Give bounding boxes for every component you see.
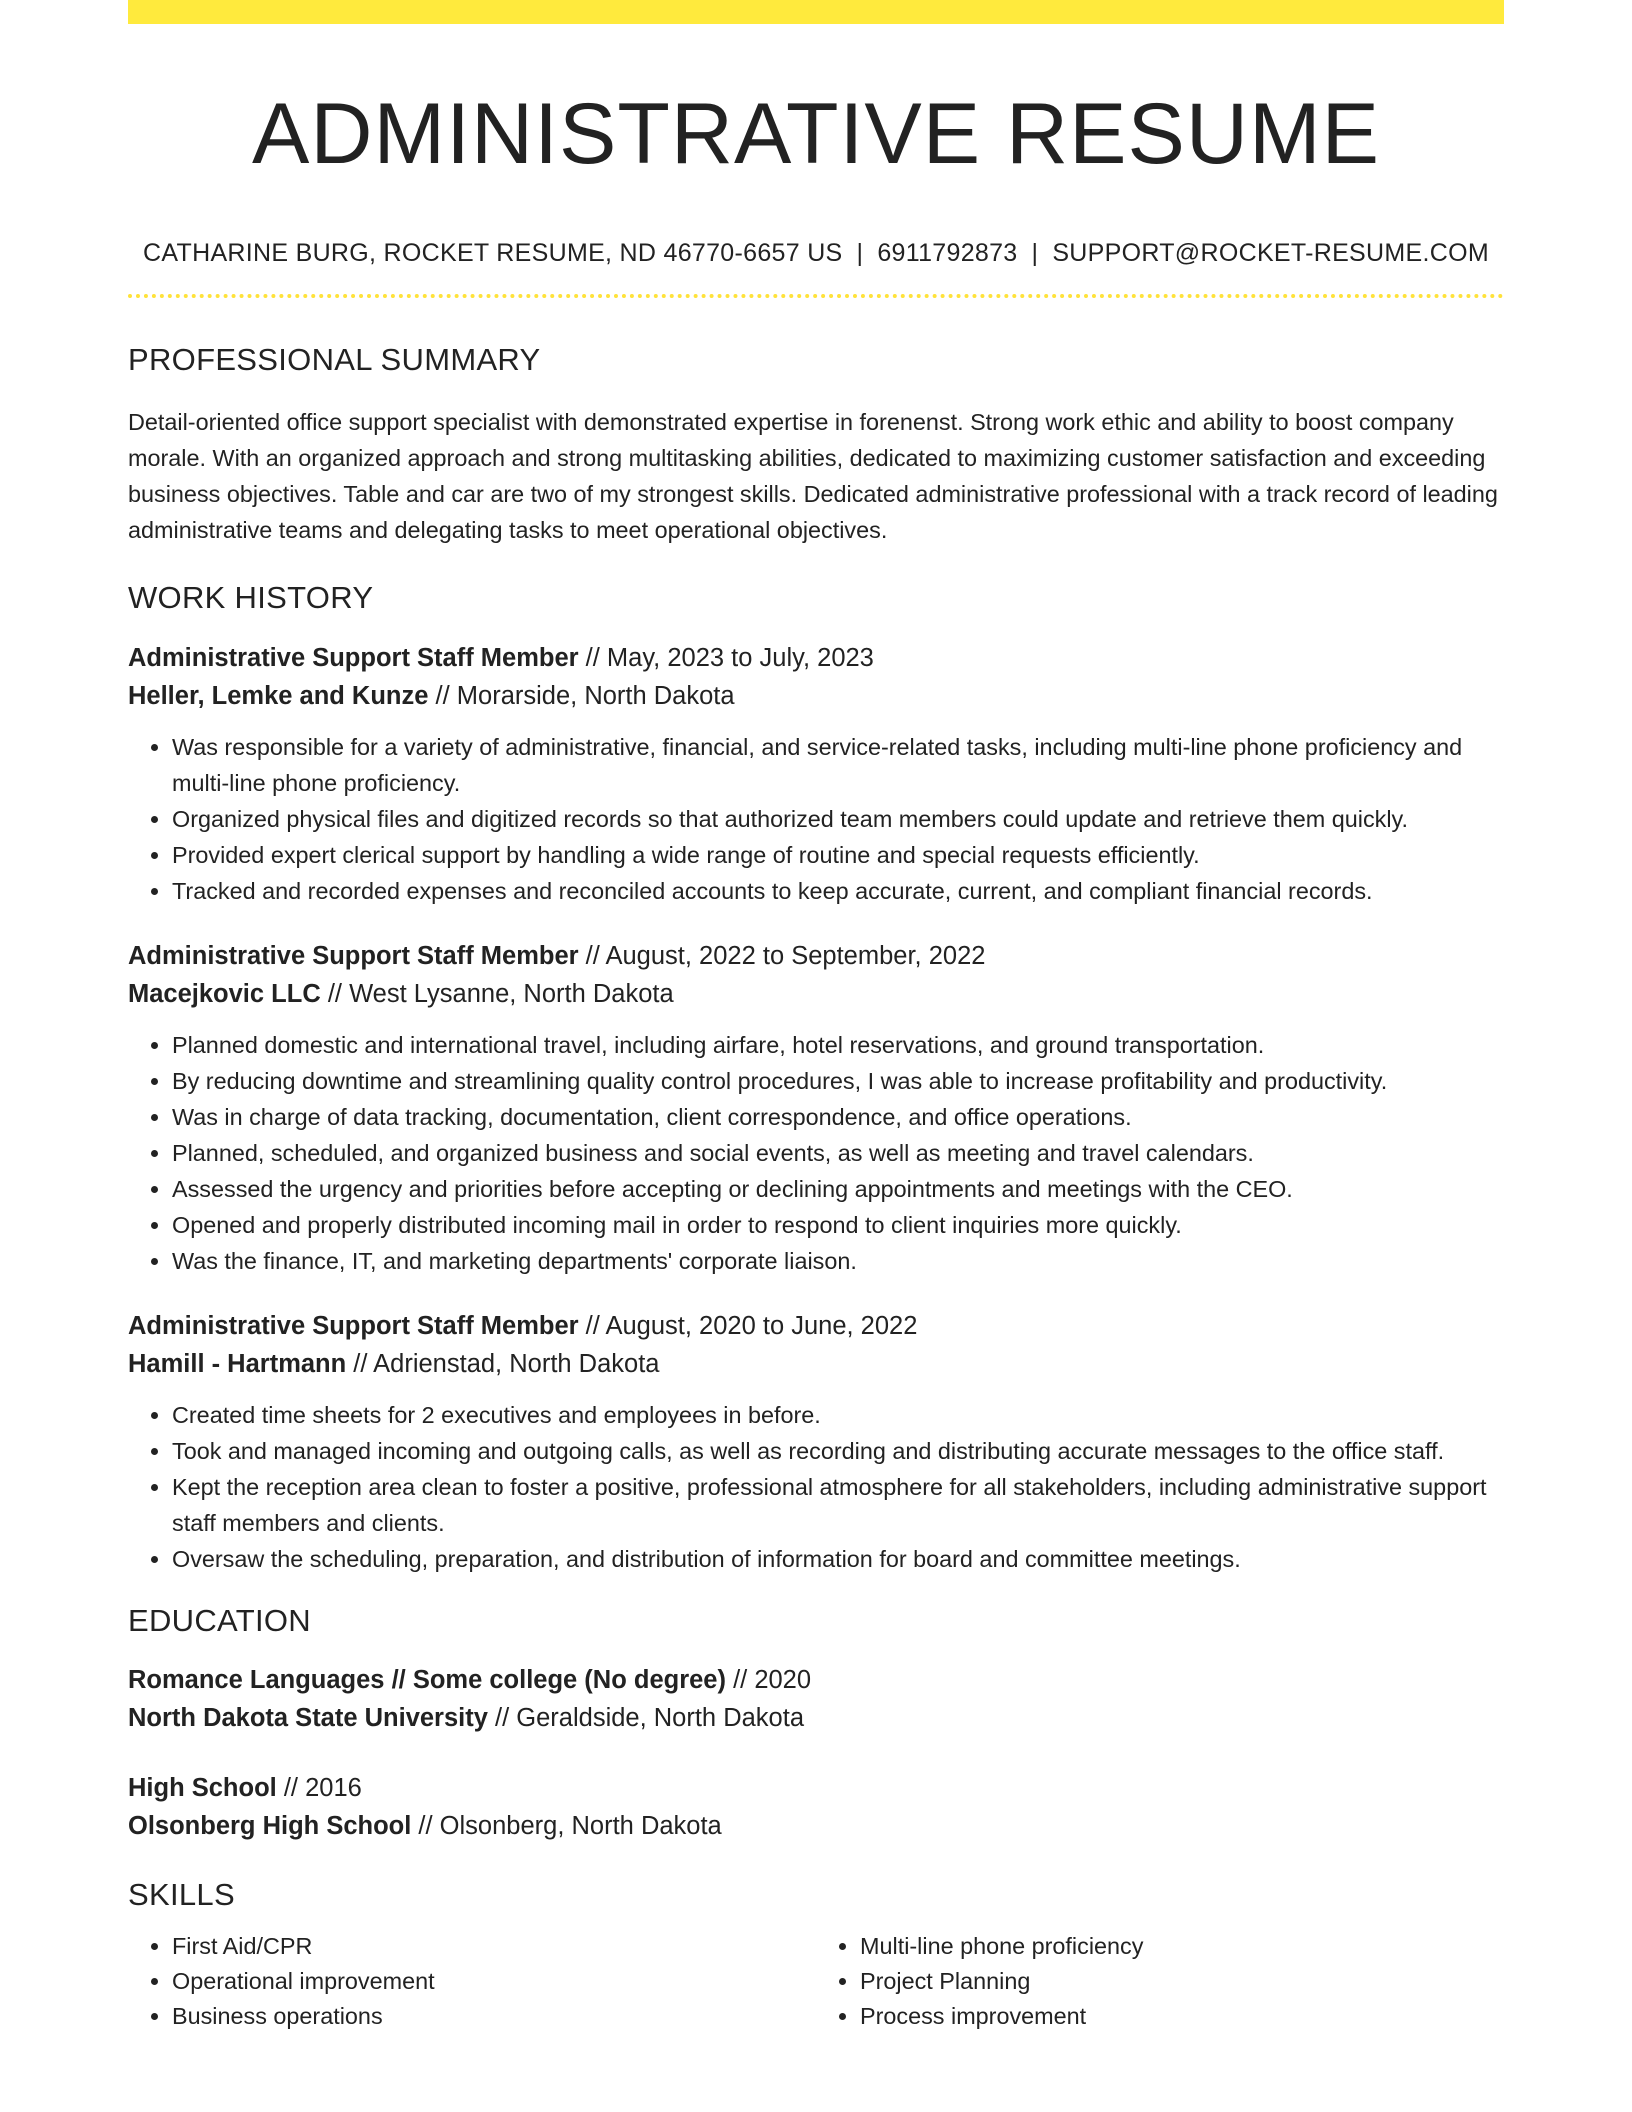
job-bullet: • Organized physical files and digitized records so that authorized team members could update and retrieve them quickly. [172,801,1504,837]
job-bullet: • Opened and properly distributed incoming mail in order to respond to client inquiries more quickly. [172,1207,1504,1243]
job-bullet: • Planned domestic and international travel, including airfare, hotel reservations, and ground transportation. [172,1027,1504,1063]
job-bullet: • By reducing downtime and streamlining quality control procedures, I was able to increase profitability and productivity. [172,1063,1504,1099]
skills-column-left [128,1929,816,2034]
summary-text: Detail-oriented office support specialist with demonstrated expertise in forenenst. Strong work ethic and ability to boost company morale. With an organized approach and strong multitasking abilities, dedicated to maximizing customer satisfaction and exceeding business objectives. Table and car are two of my strongest skills. Dedicated administrative professional with a track record of leading administrative teams and delegating tasks to meet operational objectives. [128,409,1498,543]
job-location: // West Lysanne, North Dakota [320,980,674,1008]
job-company: Macejkovic LLC [128,980,321,1008]
job-company: Heller, Lemke and Kunze [128,682,429,710]
education-year: // 2016 [276,1774,362,1802]
job-bullet: • Took and managed incoming and outgoing calls, as well as recording and distributing accurate messages to the office staff. [172,1433,1504,1469]
job-bullets [128,729,1504,909]
work-history-heading: WORK HISTORY [128,580,374,615]
job-location: // Morarside, North Dakota [428,682,735,710]
skills-column-right [816,1929,1504,2034]
job-bullet: • Was the finance, IT, and marketing departments' corporate liaison. [172,1243,1504,1279]
job-title-line [128,1307,1504,1345]
contact-phone: 6911792873 [877,239,1018,267]
education-school: Olsonberg High School [128,1812,412,1840]
education-school-line [128,1807,1504,1845]
page-title: ADMINISTRATIVE RESUME [252,86,1380,182]
job-title: Administrative Support Staff Member [128,644,579,672]
job-bullet: • Was responsible for a variety of administrative, financial, and service-related tasks, including multi-line phone proficiency and multi-line phone proficiency. [172,729,1504,801]
education-school: North Dakota State University [128,1704,488,1732]
job-bullet: • Planned, scheduled, and organized business and social events, as well as meeting and travel calendars. [172,1135,1504,1171]
job-bullet: • Provided expert clerical support by handling a wide range of routine and special requests efficiently. [172,837,1504,873]
education-location: // Olsonberg, North Dakota [411,1812,722,1840]
education-degree-line [128,1769,1504,1807]
accent-top-bar [128,0,1504,24]
education-heading: EDUCATION [128,1603,311,1638]
education-entry [128,1769,1504,1845]
summary-heading: PROFESSIONAL SUMMARY [128,342,541,377]
education-degree-line [128,1661,1504,1699]
job-entry [128,639,1504,909]
contact-separator: | [1031,239,1039,267]
education-school-line [128,1699,1504,1737]
job-bullet: • Created time sheets for 2 executives and employees in before. [172,1397,1504,1433]
job-bullet: • Assessed the urgency and priorities before accepting or declining appointments and meetings with the CEO. [172,1171,1504,1207]
job-location: // Adrienstad, North Dakota [346,1350,660,1378]
job-title-line [128,937,1504,975]
dotted-divider [128,294,1504,298]
skills-grid [128,1929,1504,2034]
job-bullets [128,1397,1504,1577]
job-bullet: • Tracked and recorded expenses and reconciled accounts to keep accurate, current, and compliant financial records. [172,873,1504,909]
contact-separator: | [856,239,864,267]
skill-item: • Process improvement [860,1999,1504,2034]
skill-item: • Business operations [172,1999,816,2034]
education-degree: Romance Languages // Some college (No degree) [128,1666,726,1694]
contact-email: SUPPORT@ROCKET-RESUME.COM [1052,239,1489,267]
job-title-line [128,639,1504,677]
job-bullet: • Oversaw the scheduling, preparation, and distribution of information for board and committee meetings. [172,1541,1504,1577]
education-location: // Geraldside, North Dakota [487,1704,804,1732]
job-bullets [128,1027,1504,1279]
job-company-line [128,1345,1504,1383]
job-title: Administrative Support Staff Member [128,1312,579,1340]
skill-item: • First Aid/CPR [172,1929,816,1964]
job-title: Administrative Support Staff Member [128,942,579,970]
job-bullet: • Kept the reception area clean to foster a positive, professional atmosphere for all stakeholders, including administrative support staff members and clients. [172,1469,1504,1541]
education-year: // 2020 [725,1666,812,1694]
contact-line [128,236,1504,270]
skill-item: • Operational improvement [172,1964,816,1999]
job-dates: // May, 2023 to July, 2023 [578,644,874,672]
contact-address: CATHARINE BURG, ROCKET RESUME, ND 46770-6657 US [143,239,843,267]
job-company-line [128,677,1504,715]
education-entry [128,1661,1504,1737]
job-dates: // August, 2020 to June, 2022 [578,1312,918,1340]
resume-page [128,0,1504,2034]
job-entry [128,937,1504,1279]
job-bullet: • Was in charge of data tracking, documentation, client correspondence, and office operations. [172,1099,1504,1135]
skill-item: • Project Planning [860,1964,1504,1999]
education-degree: High School [128,1774,277,1802]
job-company-line [128,975,1504,1013]
job-entry [128,1307,1504,1577]
job-company: Hamill - Hartmann [128,1350,347,1378]
job-dates: // August, 2022 to September, 2022 [578,942,986,970]
skill-item: • Multi-line phone proficiency [860,1929,1504,1964]
skills-heading: SKILLS [128,1877,235,1912]
